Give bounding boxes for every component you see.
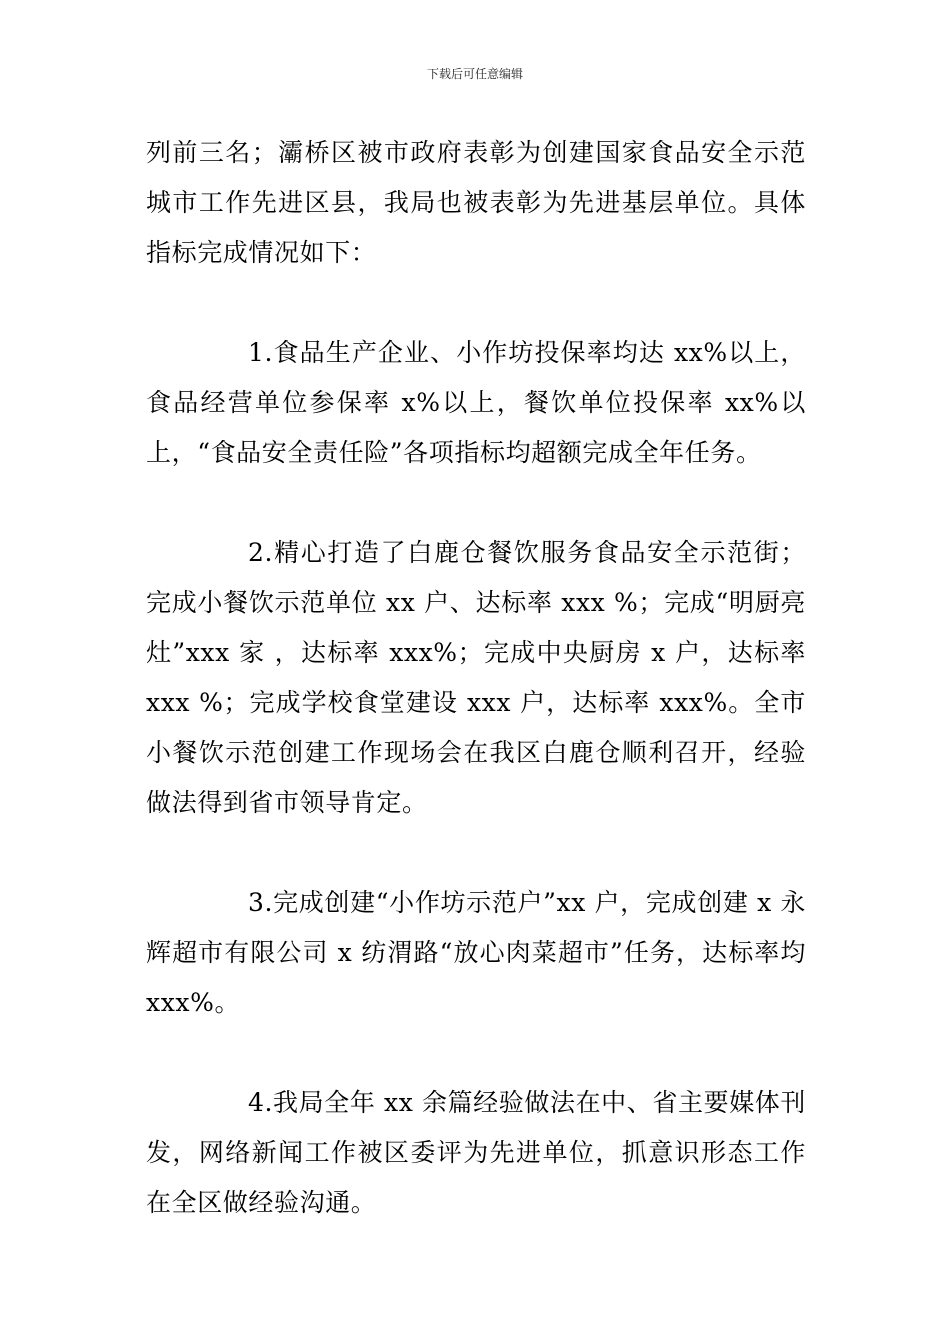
paragraph-item-1: 1.食品生产企业、小作坊投保率均达 xx%以上，食品经营单位参保率 x%以上，餐饮单位投保率 xx%以上，“食品安全责任险”各项指标均超额完成全年任务。 [146,338,806,467]
page-header: 下载后可任意编辑 [426,67,523,81]
paragraph-item-2: 2.精心打造了白鹿仓餐饮服务食品安全示范街；完成小餐饮示范单位 xx 户、达标率 xxx %；完成“明厨亮灶”xxx 家 ，达标率 xxx%；完成中央厨房 x 户，达标率 xxx %；完成学校食堂建设 xxx 户，达标率 xxx%。全市小餐饮示范创建工作现场会在我区白鹿仓顺利召开，经验做法得到省市领导肯定。 [146,538,806,817]
paragraph-item-3: 3.完成创建“小作坊示范户”xx 户，完成创建 x 永辉超市有限公司 x 纺渭路“放心肉菜超市”任务，达标率均 xxx%。 [146,888,806,1017]
paragraph-item-4: 4.我局全年 xx 余篇经验做法在中、省主要媒体刊发，网络新闻工作被区委评为先进单位，抓意识形态工作在全区做经验沟通。 [146,1088,806,1217]
paragraph-intro: 列前三名；灞桥区被市政府表彰为创建国家食品安全示范城市工作先进区县，我局也被表彰为先进基层单位。具体指标完成情况如下： [146,138,806,267]
document-body [146,128,806,1278]
